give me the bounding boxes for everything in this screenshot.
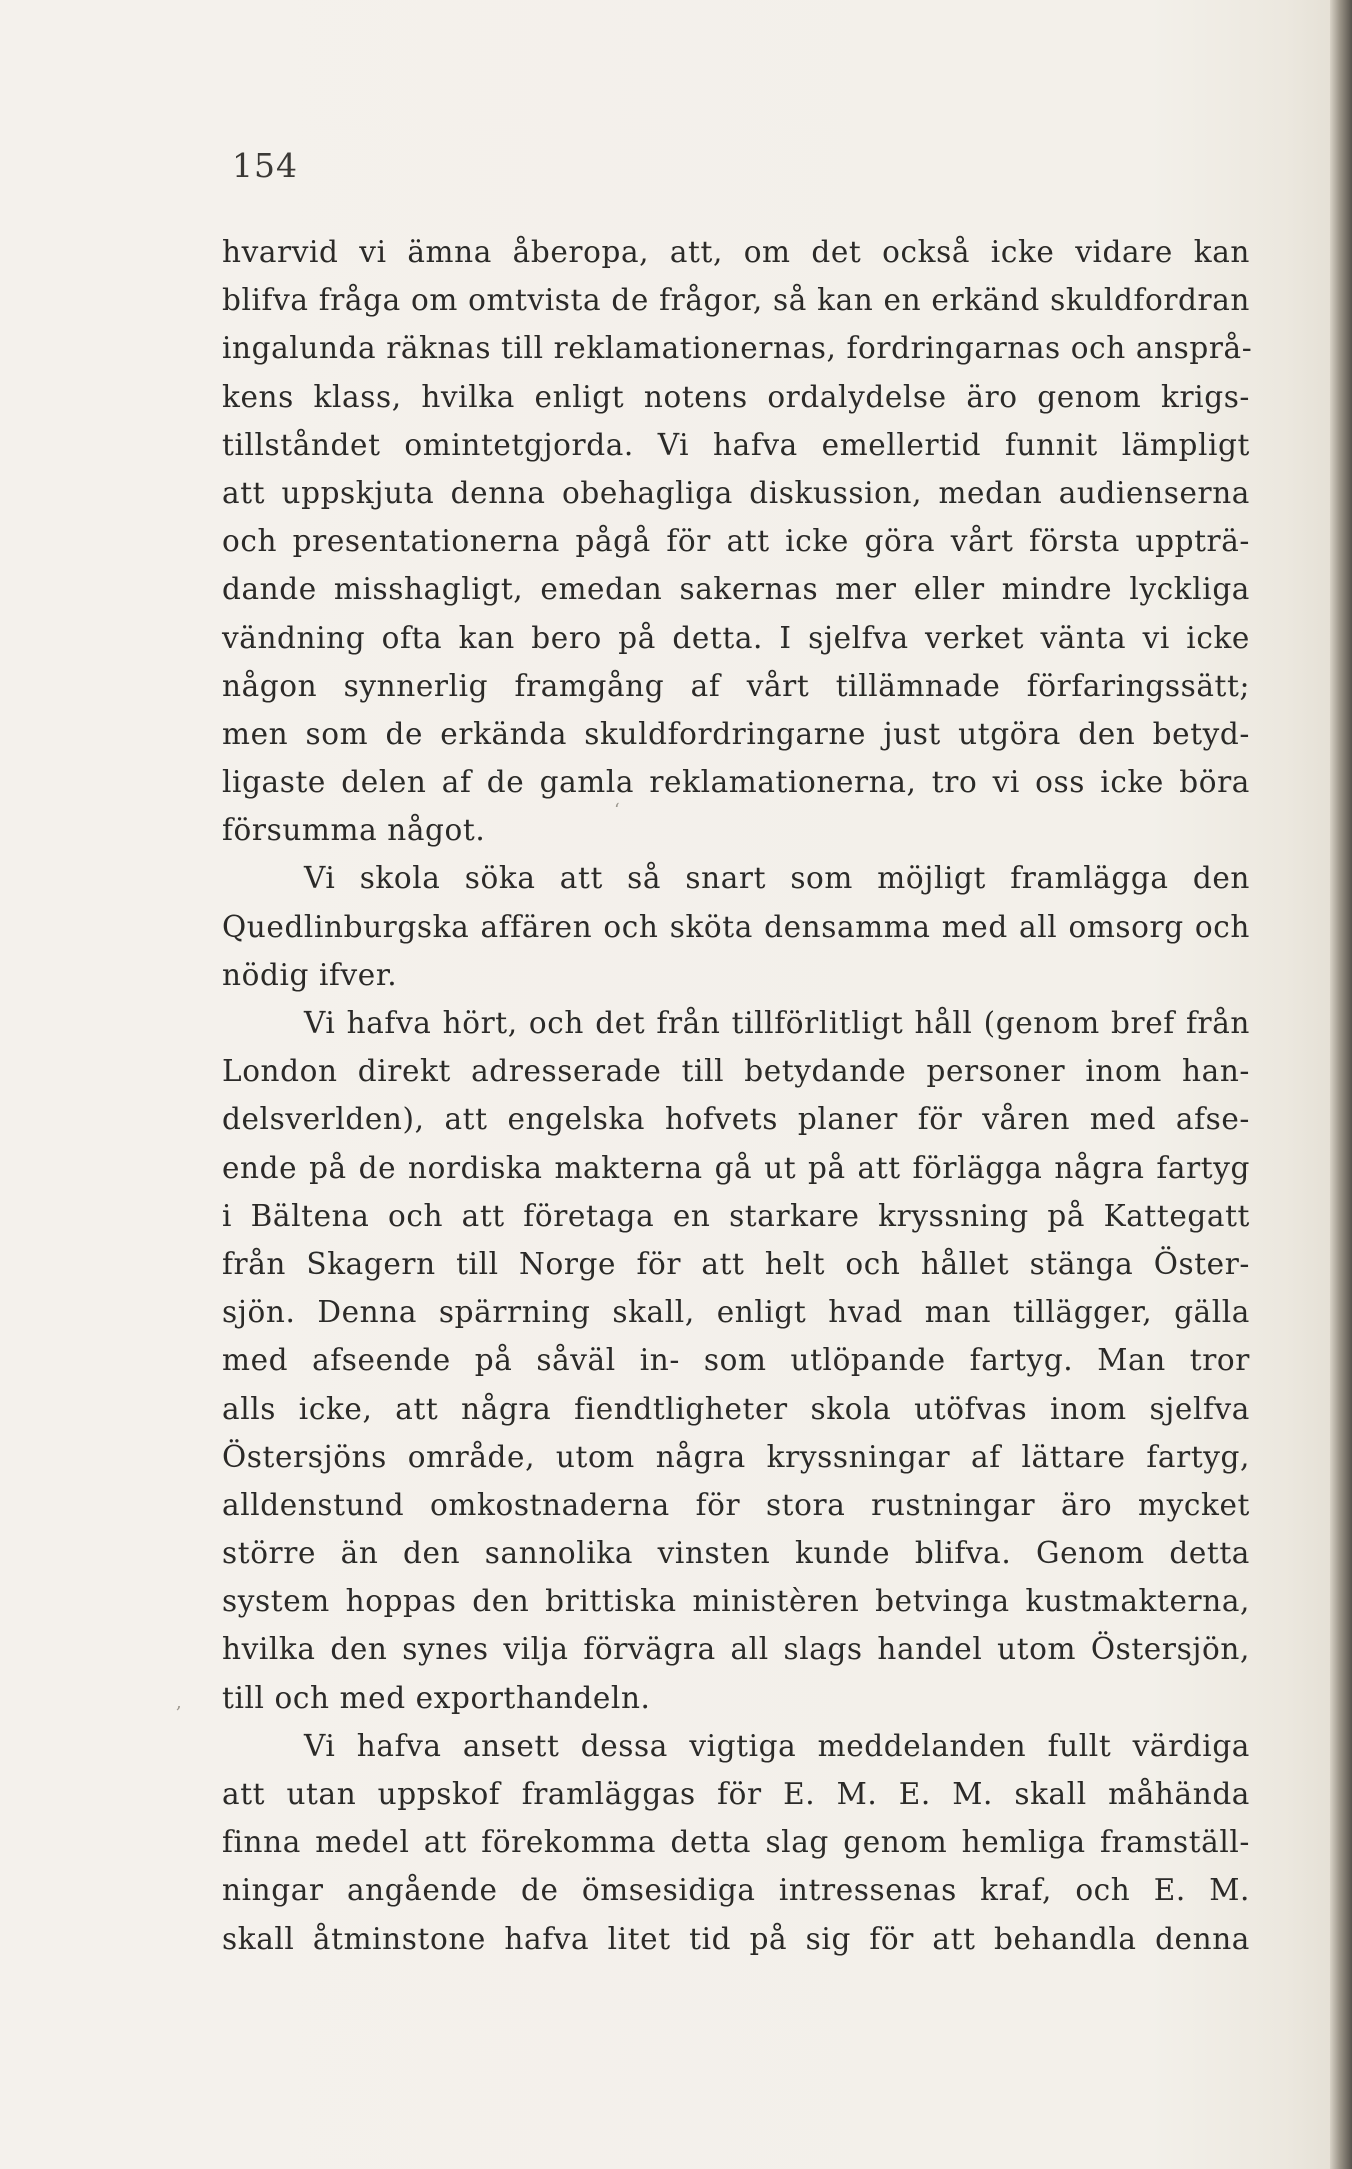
text-line: försumma något. (222, 813, 486, 848)
text-line: Quedlinburgska affären och sköta densamma med all omsorg och (222, 909, 1250, 944)
text-line: med afseende på såväl in- som utlöpande fartyg. Man tror (222, 1343, 1250, 1378)
text-line: Vi skola söka att så snart som möjligt framlägga den (304, 861, 1250, 896)
text-line: ningar angående de ömsesidiga intressenas kraf, och E. M. (222, 1873, 1250, 1908)
text-line: alldenstund omkostnaderna för stora rustningar äro mycket (222, 1487, 1250, 1522)
text-line: skall åtminstone hafva litet tid på sig för att behandla denna (222, 1921, 1250, 1956)
page-number: 154 (232, 146, 298, 185)
text-line: kens klass, hvilka enligt notens ordalydelse äro genom krigs- (222, 379, 1250, 414)
stray-mark: ‘ (614, 800, 620, 821)
text-line: till och med exporthandeln. (222, 1680, 651, 1715)
text-line: alls icke, att några fiendtligheter skola utöfvas inom sjelfva (222, 1391, 1250, 1426)
text-line: finna medel att förekomma detta slag genom hemliga framställ- (222, 1825, 1250, 1860)
text-line: sjön. Denna spärrning skall, enligt hvad man tillägger, gälla (222, 1295, 1250, 1330)
text-line: ende på de nordiska makterna gå ut på att förlägga några fartyg (222, 1150, 1250, 1185)
text-line: Vi hafva ansett dessa vigtiga meddelanden fullt värdiga (304, 1728, 1250, 1763)
text-line: London direkt adresserade till betydande personer inom han- (222, 1054, 1250, 1089)
text-line: större än den sannolika vinsten kunde blifva. Genom detta (222, 1536, 1250, 1571)
text-line: blifva fråga om omtvista de frågor, så kan en erkänd skuldfordran (222, 283, 1250, 318)
text-line: hvilka den synes vilja förvägra all slags handel utom Östersjön, (222, 1632, 1250, 1667)
text-line: dande misshagligt, emedan sakernas mer eller mindre lyckliga (222, 572, 1250, 607)
stray-mark: , (176, 1692, 182, 1713)
text-line: att uppskjuta denna obehagliga diskussion, medan audienserna (222, 475, 1250, 510)
text-line: system hoppas den brittiska ministèren betvinga kustmakterna, (222, 1584, 1250, 1619)
text-line: och presentationerna pågå för att icke göra vårt första uppträ- (222, 524, 1250, 559)
body-text (222, 228, 1253, 1963)
text-line: delsverlden), att engelska hofvets planer för våren med afse- (222, 1102, 1250, 1137)
text-line: Östersjöns område, utom några kryssningar af lättare fartyg, (222, 1439, 1250, 1474)
text-line: från Skagern till Norge för att helt och hållet stänga Öster- (222, 1246, 1250, 1281)
text-line: att utan uppskof framläggas för E. M. E. M. skall måhända (222, 1777, 1250, 1811)
text-line: tillståndet omintetgjorda. Vi hafva emellertid funnit lämpligt (222, 427, 1250, 462)
text-line: Vi hafva hört, och det från tillförlitligt håll (genom bref från (304, 1006, 1250, 1040)
text-line: hvarvid vi ämna åberopa, att, om det också icke vidare kan (222, 235, 1250, 269)
text-line: nödig ifver. (222, 957, 398, 992)
text-line: i Bältena och att företaga en starkare kryssning på Kattegatt (222, 1198, 1250, 1233)
text-line: men som de erkända skuldfordringarne just utgöra den betyd- (222, 716, 1250, 751)
text-line: vändning ofta kan bero på detta. I sjelfva verket vänta vi icke (222, 620, 1250, 655)
text-line: ligaste delen af de gamla reklamationerna, tro vi oss icke böra (222, 765, 1250, 800)
text-line: ingalunda räknas till reklamationernas, fordringarnas och ansprå- (222, 331, 1253, 366)
text-line: någon synnerlig framgång af vårt tillämnade förfaringssätt; (222, 668, 1250, 703)
book-spine-shadow (1330, 0, 1352, 2169)
